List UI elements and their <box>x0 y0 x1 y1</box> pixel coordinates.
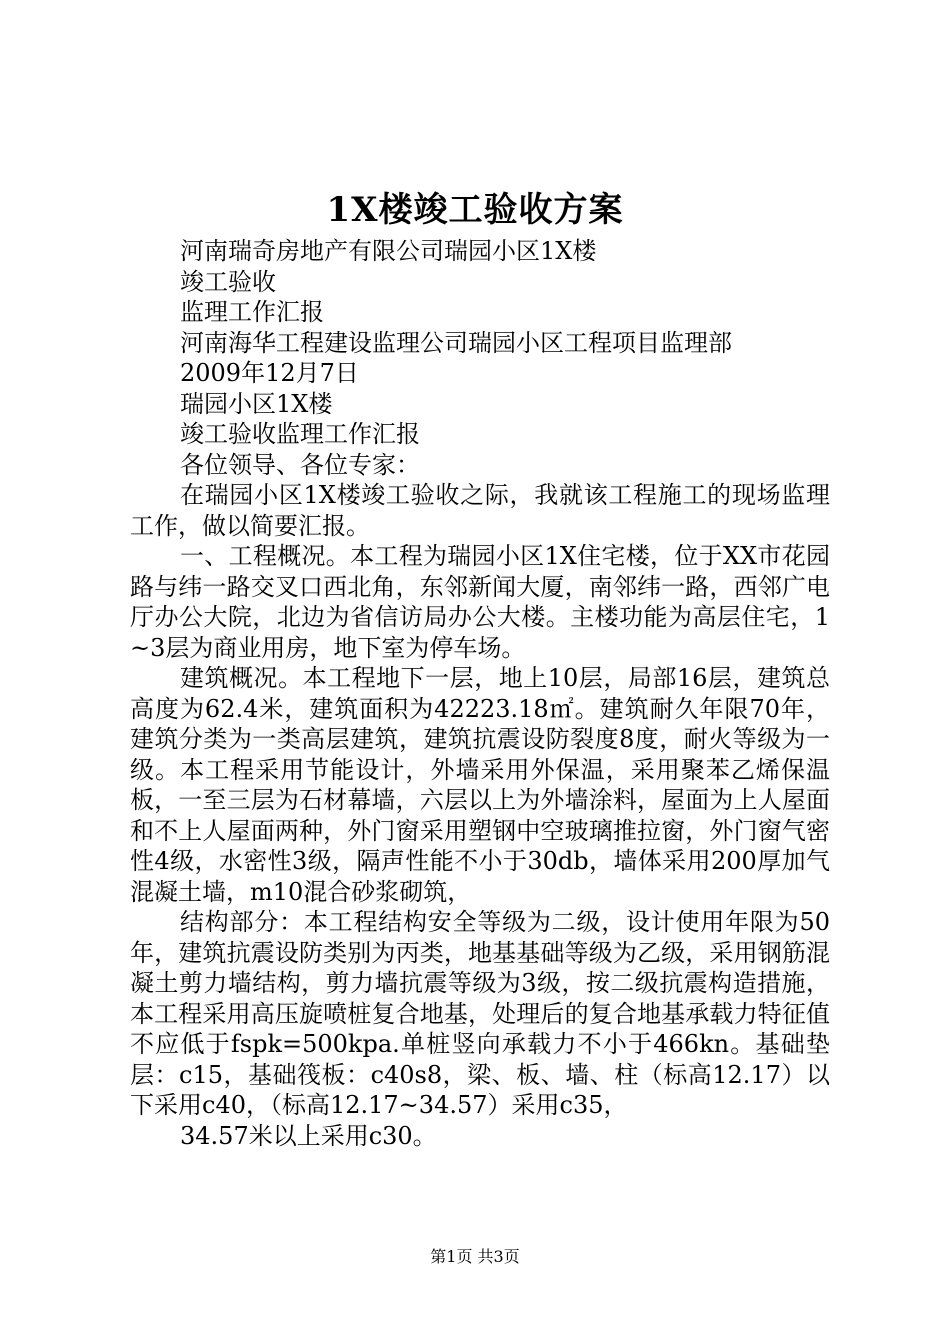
paragraph: 在瑞园小区1X楼竣工验收之际，我就该工程施工的现场监理工作，做以简要汇报。 <box>130 481 830 540</box>
paragraph: 34.57米以上采用c30。 <box>180 1121 437 1150</box>
page-footer: 第1页 共3页 <box>430 1247 520 1266</box>
paragraph: 建筑概况。本工程地下一层，地上10层，局部16层，建筑总高度为62.4米，建筑面积为42223.18㎡。建筑耐久年限70年，建筑分类为一类高层建筑，建筑抗震设防裂度8度，耐火等级为一级。本工程采用节能设计，外墙采用外保温，采用聚苯乙烯保温板，一至三层为石材幕墙，六层以上为外墙涂料，屋面为上人屋面和不上人屋面两种，外门窗采用塑钢中空玻璃推拉窗，外门窗气密性4级，水密性3级，隔声性能不小于30db，墙体采用200厚加气混凝土墙，m10混合砂浆砌筑， <box>130 664 830 906</box>
header-line: 2009年12月7日 <box>180 359 359 387</box>
header-line: 瑞园小区1X楼 <box>180 389 333 418</box>
paragraph: 结构部分：本工程结构安全等级为二级，设计使用年限为50年，建筑抗震设防类别为丙类，地基基础等级为乙级，采用钢筋混凝土剪力墙结构，剪力墙抗震等级为3级，按二级抗震构造措施，本工程采用高压旋喷桩复合地基，处理后的复合地基承载力特征值不应低于fspk=500kpa.单桩竖向承载力不小于466kn。基础垫层：c15，基础筏板：c40s8，梁、板、墙、柱（标高12.17）以下采用c40，（标高12.17~34.57）采用c35， <box>130 908 830 1119</box>
document-body <box>130 236 830 1151</box>
header-line: 河南海华工程建设监理公司瑞园小区工程项目监理部 <box>180 328 732 357</box>
header-line: 河南瑞奇房地产有限公司瑞园小区1X楼 <box>180 237 597 265</box>
paragraph: 一、工程概况。本工程为瑞园小区1X住宅楼，位于XX市花园路与纬一路交叉口西北角，东邻新闻大厦，南邻纬一路，西邻广电厅办公大院，北边为省信访局办公大楼。主楼功能为高层住宅，1~3层为商业用房，地下室为停车场。 <box>130 542 830 662</box>
salutation: 各位领导、各位专家： <box>180 450 420 479</box>
header-line: 竣工验收 <box>180 267 276 296</box>
document-title: 1X楼竣工验收方案 <box>326 190 624 230</box>
header-line: 竣工验收监理工作汇报 <box>180 420 420 448</box>
header-line: 监理工作汇报 <box>180 298 324 326</box>
